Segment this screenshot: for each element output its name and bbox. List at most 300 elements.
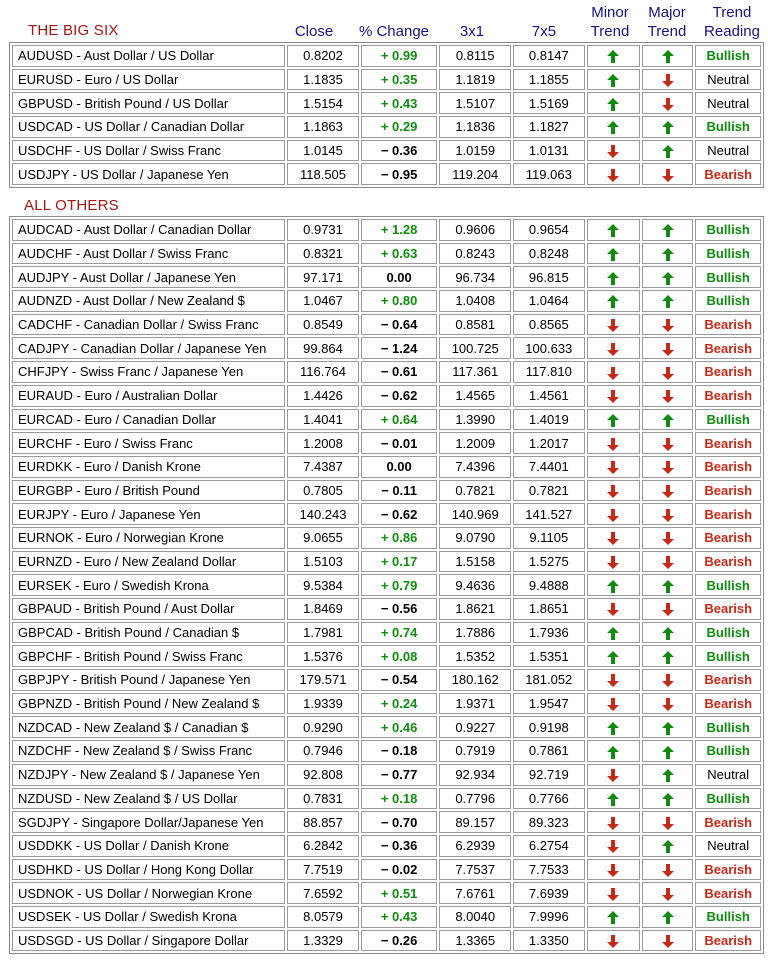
arrow-up-icon [662, 769, 674, 782]
sma-3x1-value: 92.934 [439, 764, 511, 786]
pair-name: USDCAD - US Dollar / Canadian Dollar [12, 116, 285, 138]
table-row [12, 219, 761, 241]
sma-3x1-value: 180.162 [439, 669, 511, 691]
table-row [12, 788, 761, 810]
table-row [12, 243, 761, 265]
minor-trend-cell [587, 361, 640, 383]
minor-trend-cell [587, 337, 640, 359]
sma-3x1-value: 0.7821 [439, 480, 511, 502]
major-trend-cell [642, 669, 693, 691]
minor-trend-cell [587, 930, 640, 952]
pct-change-value: − 0.56 [361, 598, 438, 620]
trend-reading-value: Bullish [695, 574, 761, 596]
sma-7x5-value: 181.052 [513, 669, 585, 691]
major-trend-cell [642, 740, 693, 762]
sma-3x1-value: 0.8581 [439, 314, 511, 336]
minor-trend-cell [587, 716, 640, 738]
sma-3x1-value: 7.6761 [439, 882, 511, 904]
pct-change-value: − 0.61 [361, 361, 438, 383]
sma-7x5-value: 117.810 [513, 361, 585, 383]
arrow-down-icon [607, 367, 619, 380]
pct-change-value: + 1.28 [361, 219, 438, 241]
pct-change-value: + 0.99 [361, 45, 438, 67]
pair-name: GBPNZD - British Pound / New Zealand $ [12, 693, 285, 715]
table-row [12, 551, 761, 573]
close-value: 1.0145 [287, 140, 359, 162]
close-value: 1.9339 [287, 693, 359, 715]
table-row [12, 361, 761, 383]
minor-trend-cell [587, 788, 640, 810]
sma-7x5-value: 92.719 [513, 764, 585, 786]
section-title-all-others: ALL OTHERS [24, 197, 119, 214]
arrow-down-icon [662, 485, 674, 498]
pair-name: USDSEK - US Dollar / Swedish Krona [12, 906, 285, 928]
pair-name: AUDCAD - Aust Dollar / Canadian Dollar [12, 219, 285, 241]
close-value: 1.3329 [287, 930, 359, 952]
arrow-down-icon [607, 674, 619, 687]
arrow-down-icon [607, 145, 619, 158]
close-value: 0.8549 [287, 314, 359, 336]
minor-trend-cell [587, 740, 640, 762]
arrow-down-icon [662, 438, 674, 451]
arrow-down-icon [662, 532, 674, 545]
sma-7x5-value: 6.2754 [513, 835, 585, 857]
minor-trend-cell [587, 645, 640, 667]
major-trend-cell [642, 92, 693, 114]
close-value: 92.808 [287, 764, 359, 786]
major-trend-cell [642, 764, 693, 786]
major-trend-cell [642, 811, 693, 833]
trend-reading-value: Bearish [695, 385, 761, 407]
close-value: 0.8321 [287, 243, 359, 265]
sma-3x1-value: 9.4636 [439, 574, 511, 596]
pair-name: GBPJPY - British Pound / Japanese Yen [12, 669, 285, 691]
arrow-down-icon [662, 674, 674, 687]
pair-name: EURCHF - Euro / Swiss Franc [12, 432, 285, 454]
table-row [12, 527, 761, 549]
trend-reading-value: Bullish [695, 45, 761, 67]
trend-reading-value: Neutral [695, 140, 761, 162]
trend-reading-value: Bearish [695, 361, 761, 383]
header-reading-line2: Reading [704, 23, 760, 40]
sma-7x5-value: 0.7861 [513, 740, 585, 762]
arrow-up-icon [662, 145, 674, 158]
minor-trend-cell [587, 290, 640, 312]
pair-name: USDJPY - US Dollar / Japanese Yen [12, 163, 285, 185]
table-row [12, 432, 761, 454]
pct-change-value: + 0.79 [361, 574, 438, 596]
major-trend-cell [642, 456, 693, 478]
trend-reading-value: Bearish [695, 811, 761, 833]
arrow-up-icon [662, 580, 674, 593]
arrow-up-icon [662, 224, 674, 237]
table-row [12, 337, 761, 359]
major-trend-cell [642, 116, 693, 138]
arrow-down-icon [662, 817, 674, 830]
table-row [12, 645, 761, 667]
sma-3x1-value: 1.2009 [439, 432, 511, 454]
sma-3x1-value: 8.0040 [439, 906, 511, 928]
arrow-up-icon [607, 911, 619, 924]
header-7x5: 7x5 [531, 23, 557, 40]
sma-3x1-value: 96.734 [439, 266, 511, 288]
arrow-up-icon [607, 627, 619, 640]
pct-change-value: + 0.63 [361, 243, 438, 265]
sma-7x5-value: 1.1827 [513, 116, 585, 138]
sma-7x5-value: 1.9547 [513, 693, 585, 715]
sma-3x1-value: 1.8621 [439, 598, 511, 620]
pair-name: EURUSD - Euro / US Dollar [12, 69, 285, 91]
sma-7x5-value: 1.0464 [513, 290, 585, 312]
major-trend-cell [642, 314, 693, 336]
pair-name: NZDCAD - New Zealand $ / Canadian $ [12, 716, 285, 738]
trend-reading-value: Neutral [695, 69, 761, 91]
major-trend-cell [642, 337, 693, 359]
header-minor-line2: Trend [590, 23, 630, 40]
sma-7x5-value: 1.5275 [513, 551, 585, 573]
trend-reading-value: Bearish [695, 527, 761, 549]
close-value: 1.1863 [287, 116, 359, 138]
table-row [12, 314, 761, 336]
pair-name: GBPAUD - British Pound / Aust Dollar [12, 598, 285, 620]
close-value: 1.1835 [287, 69, 359, 91]
all-others-table [9, 216, 764, 954]
trend-reading-value: Bearish [695, 337, 761, 359]
pair-name: AUDUSD - Aust Dollar / US Dollar [12, 45, 285, 67]
pct-change-value: − 0.54 [361, 669, 438, 691]
close-value: 6.2842 [287, 835, 359, 857]
arrow-up-icon [662, 295, 674, 308]
sma-3x1-value: 89.157 [439, 811, 511, 833]
sma-7x5-value: 7.7533 [513, 859, 585, 881]
minor-trend-cell [587, 764, 640, 786]
pct-change-value: − 0.64 [361, 314, 438, 336]
sma-3x1-value: 0.8243 [439, 243, 511, 265]
arrow-up-icon [607, 98, 619, 111]
minor-trend-cell [587, 45, 640, 67]
major-trend-cell [642, 788, 693, 810]
pair-name: GBPCHF - British Pound / Swiss Franc [12, 645, 285, 667]
arrow-up-icon [662, 121, 674, 134]
trend-reading-value: Bearish [695, 598, 761, 620]
trend-reading-value: Bearish [695, 693, 761, 715]
major-trend-cell [642, 930, 693, 952]
close-value: 8.0579 [287, 906, 359, 928]
arrow-up-icon [662, 911, 674, 924]
arrow-down-icon [662, 888, 674, 901]
close-value: 0.7805 [287, 480, 359, 502]
major-trend-cell [642, 45, 693, 67]
pct-change-value: − 0.62 [361, 385, 438, 407]
minor-trend-cell [587, 69, 640, 91]
sma-3x1-value: 0.7919 [439, 740, 511, 762]
pct-change-value: − 0.36 [361, 140, 438, 162]
sma-7x5-value: 0.8565 [513, 314, 585, 336]
header-3x1: 3x1 [459, 23, 485, 40]
major-trend-cell [642, 622, 693, 644]
pair-name: USDNOK - US Dollar / Norwegian Krone [12, 882, 285, 904]
table-row [12, 764, 761, 786]
pair-name: GBPUSD - British Pound / US Dollar [12, 92, 285, 114]
header-major-trend [637, 3, 697, 41]
pct-change-value: + 0.64 [361, 409, 438, 431]
trend-reading-value: Bullish [695, 243, 761, 265]
pct-change-value: + 0.74 [361, 622, 438, 644]
minor-trend-cell [587, 811, 640, 833]
pct-change-value: 0.00 [361, 456, 438, 478]
trend-reading-value: Bullish [695, 409, 761, 431]
arrow-up-icon [662, 722, 674, 735]
minor-trend-cell [587, 140, 640, 162]
table-row [12, 574, 761, 596]
major-trend-cell [642, 409, 693, 431]
pair-name: EURDKK - Euro / Danish Krone [12, 456, 285, 478]
arrow-up-icon [607, 746, 619, 759]
arrow-up-icon [662, 627, 674, 640]
trend-reading-value: Bullish [695, 645, 761, 667]
minor-trend-cell [587, 598, 640, 620]
sma-3x1-value: 1.1836 [439, 116, 511, 138]
close-value: 7.4387 [287, 456, 359, 478]
arrow-down-icon [662, 698, 674, 711]
trend-reading-value: Bearish [695, 859, 761, 881]
arrow-up-icon [662, 414, 674, 427]
header-major-line2: Trend [647, 23, 687, 40]
trend-reading-value: Neutral [695, 835, 761, 857]
sma-3x1-value: 140.969 [439, 503, 511, 525]
pair-name: EURAUD - Euro / Australian Dollar [12, 385, 285, 407]
trend-reading-value: Neutral [695, 92, 761, 114]
trend-reading-value: Bullish [695, 266, 761, 288]
table-row [12, 716, 761, 738]
pct-change-value: + 0.24 [361, 693, 438, 715]
table-row [12, 598, 761, 620]
close-value: 88.857 [287, 811, 359, 833]
sma-7x5-value: 1.5351 [513, 645, 585, 667]
header-minor-line1: Minor [591, 4, 629, 21]
table-row [12, 92, 761, 114]
sma-7x5-value: 0.8147 [513, 45, 585, 67]
arrow-down-icon [662, 343, 674, 356]
pct-change-value: − 0.77 [361, 764, 438, 786]
trend-reading-value: Bearish [695, 551, 761, 573]
minor-trend-cell [587, 669, 640, 691]
pct-change-value: − 0.95 [361, 163, 438, 185]
pair-name: SGDJPY - Singapore Dollar/Japanese Yen [12, 811, 285, 833]
trend-reading-value: Bearish [695, 432, 761, 454]
close-value: 140.243 [287, 503, 359, 525]
sma-7x5-value: 1.4019 [513, 409, 585, 431]
pct-change-value: + 0.51 [361, 882, 438, 904]
pct-change-value: − 0.26 [361, 930, 438, 952]
minor-trend-cell [587, 219, 640, 241]
table-row [12, 622, 761, 644]
table-row [12, 45, 761, 67]
pair-name: AUDJPY - Aust Dollar / Japanese Yen [12, 266, 285, 288]
pair-name: EURNZD - Euro / New Zealand Dollar [12, 551, 285, 573]
minor-trend-cell [587, 163, 640, 185]
pct-change-value: − 0.11 [361, 480, 438, 502]
sma-7x5-value: 100.633 [513, 337, 585, 359]
table-row [12, 859, 761, 881]
table-row [12, 163, 761, 185]
arrow-up-icon [607, 722, 619, 735]
table-row [12, 503, 761, 525]
major-trend-cell [642, 716, 693, 738]
sma-7x5-value: 89.323 [513, 811, 585, 833]
arrow-down-icon [607, 532, 619, 545]
sma-7x5-value: 1.8651 [513, 598, 585, 620]
pair-name: EURJPY - Euro / Japanese Yen [12, 503, 285, 525]
sma-3x1-value: 1.5158 [439, 551, 511, 573]
sma-3x1-value: 1.3990 [439, 409, 511, 431]
arrow-up-icon [662, 651, 674, 664]
pair-name: NZDJPY - New Zealand $ / Japanese Yen [12, 764, 285, 786]
pair-name: USDCHF - US Dollar / Swiss Franc [12, 140, 285, 162]
pct-change-value: − 0.62 [361, 503, 438, 525]
arrow-up-icon [607, 295, 619, 308]
major-trend-cell [642, 598, 693, 620]
major-trend-cell [642, 243, 693, 265]
pct-change-value: − 0.70 [361, 811, 438, 833]
arrow-down-icon [662, 556, 674, 569]
pair-name: USDHKD - US Dollar / Hong Kong Dollar [12, 859, 285, 881]
sma-7x5-value: 141.527 [513, 503, 585, 525]
minor-trend-cell [587, 243, 640, 265]
sma-7x5-value: 1.2017 [513, 432, 585, 454]
sma-7x5-value: 1.0131 [513, 140, 585, 162]
minor-trend-cell [587, 116, 640, 138]
table-row [12, 693, 761, 715]
major-trend-cell [642, 645, 693, 667]
trend-reading-value: Bearish [695, 456, 761, 478]
arrow-down-icon [607, 840, 619, 853]
close-value: 1.2008 [287, 432, 359, 454]
arrow-down-icon [662, 461, 674, 474]
table-row [12, 290, 761, 312]
arrow-down-icon [607, 556, 619, 569]
close-value: 97.171 [287, 266, 359, 288]
arrow-up-icon [607, 224, 619, 237]
close-value: 0.7831 [287, 788, 359, 810]
sma-7x5-value: 9.4888 [513, 574, 585, 596]
close-value: 116.764 [287, 361, 359, 383]
pair-name: NZDUSD - New Zealand $ / US Dollar [12, 788, 285, 810]
pair-name: CHFJPY - Swiss Franc / Japanese Yen [12, 361, 285, 383]
table-row [12, 409, 761, 431]
header-pct-change: % Change [358, 23, 430, 40]
close-value: 9.5384 [287, 574, 359, 596]
arrow-down-icon [662, 98, 674, 111]
pair-name: EURNOK - Euro / Norwegian Krone [12, 527, 285, 549]
minor-trend-cell [587, 882, 640, 904]
minor-trend-cell [587, 92, 640, 114]
arrow-down-icon [607, 438, 619, 451]
close-value: 0.7946 [287, 740, 359, 762]
pair-name: CADJPY - Canadian Dollar / Japanese Yen [12, 337, 285, 359]
major-trend-cell [642, 503, 693, 525]
arrow-up-icon [607, 121, 619, 134]
sma-3x1-value: 9.0790 [439, 527, 511, 549]
close-value: 1.7981 [287, 622, 359, 644]
arrow-down-icon [607, 769, 619, 782]
trend-reading-value: Bearish [695, 669, 761, 691]
trend-reading-value: Bearish [695, 163, 761, 185]
arrow-up-icon [662, 272, 674, 285]
arrow-down-icon [607, 390, 619, 403]
pair-name: CADCHF - Canadian Dollar / Swiss Franc [12, 314, 285, 336]
minor-trend-cell [587, 574, 640, 596]
sma-3x1-value: 1.5107 [439, 92, 511, 114]
arrow-up-icon [607, 248, 619, 261]
arrow-down-icon [607, 935, 619, 948]
major-trend-cell [642, 266, 693, 288]
minor-trend-cell [587, 385, 640, 407]
trend-reading-value: Bullish [695, 716, 761, 738]
sma-3x1-value: 1.7886 [439, 622, 511, 644]
minor-trend-cell [587, 859, 640, 881]
sma-7x5-value: 7.9996 [513, 906, 585, 928]
minor-trend-cell [587, 409, 640, 431]
arrow-up-icon [607, 74, 619, 87]
table-row [12, 385, 761, 407]
minor-trend-cell [587, 906, 640, 928]
sma-7x5-value: 1.3350 [513, 930, 585, 952]
close-value: 0.8202 [287, 45, 359, 67]
sma-7x5-value: 1.7936 [513, 622, 585, 644]
major-trend-cell [642, 527, 693, 549]
minor-trend-cell [587, 551, 640, 573]
close-value: 179.571 [287, 669, 359, 691]
sma-7x5-value: 7.6939 [513, 882, 585, 904]
major-trend-cell [642, 693, 693, 715]
close-value: 1.4426 [287, 385, 359, 407]
arrow-down-icon [662, 603, 674, 616]
sma-3x1-value: 7.4396 [439, 456, 511, 478]
sma-7x5-value: 0.9198 [513, 716, 585, 738]
minor-trend-cell [587, 622, 640, 644]
minor-trend-cell [587, 314, 640, 336]
arrow-down-icon [607, 319, 619, 332]
major-trend-cell [642, 835, 693, 857]
major-trend-cell [642, 432, 693, 454]
trend-reading-value: Bullish [695, 740, 761, 762]
pair-name: USDDKK - US Dollar / Danish Krone [12, 835, 285, 857]
sma-3x1-value: 0.9606 [439, 219, 511, 241]
pair-name: NZDCHF - New Zealand $ / Swiss Franc [12, 740, 285, 762]
arrow-down-icon [607, 888, 619, 901]
major-trend-cell [642, 551, 693, 573]
major-trend-cell [642, 69, 693, 91]
arrow-up-icon [607, 272, 619, 285]
close-value: 1.5103 [287, 551, 359, 573]
sma-7x5-value: 9.1105 [513, 527, 585, 549]
pct-change-value: + 0.43 [361, 906, 438, 928]
close-value: 118.505 [287, 163, 359, 185]
table-row [12, 740, 761, 762]
major-trend-cell [642, 574, 693, 596]
sma-7x5-value: 0.7821 [513, 480, 585, 502]
sma-3x1-value: 1.0408 [439, 290, 511, 312]
sma-3x1-value: 1.1819 [439, 69, 511, 91]
major-trend-cell [642, 480, 693, 502]
arrow-down-icon [607, 864, 619, 877]
trend-reading-value: Bullish [695, 219, 761, 241]
sma-3x1-value: 100.725 [439, 337, 511, 359]
sma-3x1-value: 0.7796 [439, 788, 511, 810]
sma-7x5-value: 1.1855 [513, 69, 585, 91]
table-row [12, 266, 761, 288]
